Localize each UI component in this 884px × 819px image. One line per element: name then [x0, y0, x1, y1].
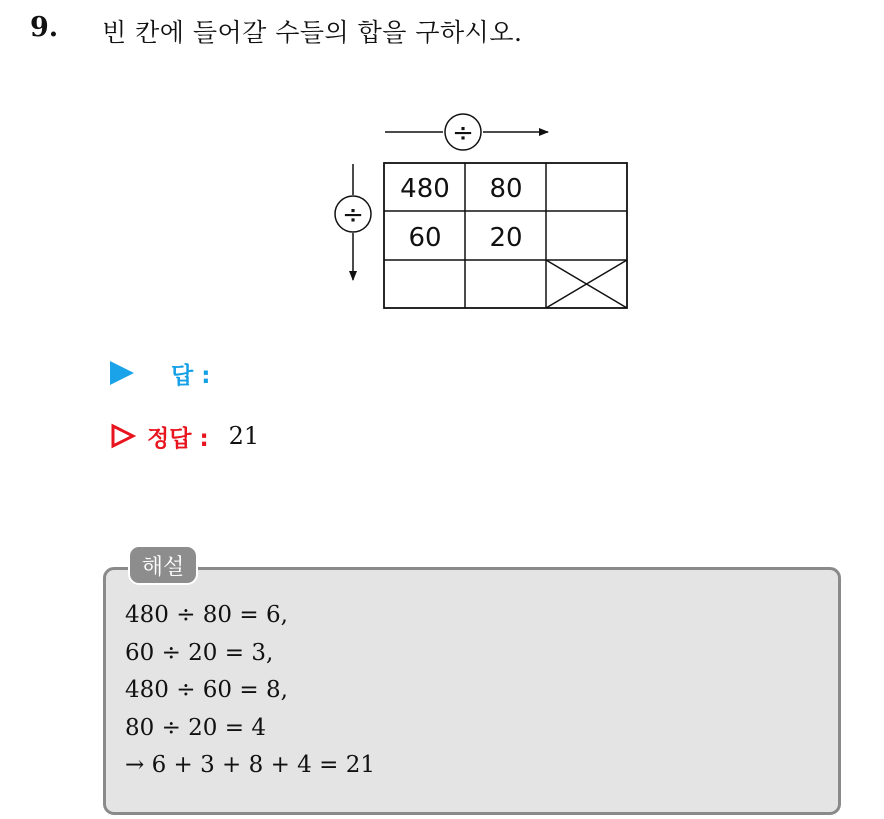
explanation-line: 480 ÷ 80 = 6, [125, 602, 288, 628]
vertical-arrow [335, 164, 371, 280]
horizontal-arrow [385, 114, 548, 150]
vertical-divide-operator: ÷ [342, 200, 364, 230]
grid-cell-r2c1: 60 [408, 223, 442, 253]
explanation-line: → 6 + 3 + 8 + 4 = 21 [125, 752, 375, 778]
play-triangle-icon [110, 361, 134, 385]
outline-triangle-icon [110, 423, 136, 449]
question-number: 9. [30, 12, 59, 43]
explanation-line: 60 ÷ 20 = 3, [125, 639, 274, 666]
correct-answer-value: 21 [228, 422, 260, 450]
grid-cell-r1c1: 480 [400, 174, 450, 204]
answer-row [110, 356, 210, 390]
question-text: 빈 칸에 들어갈 수들의 합을 구하시오. [102, 18, 523, 47]
explanation-lines [125, 597, 375, 785]
number-grid [384, 163, 627, 308]
correct-answer-label: 정답 : [147, 425, 209, 452]
grid-cell-r1c2: 80 [489, 174, 523, 204]
explanation-line: 80 ÷ 20 = 4 [125, 714, 266, 741]
answer-label: 답 : [171, 362, 211, 389]
explanation-line: 480 ÷ 60 = 8, [125, 677, 288, 703]
correct-answer-row [110, 419, 259, 453]
division-table-diagram [330, 112, 640, 317]
horizontal-divide-operator: ÷ [452, 118, 474, 148]
explanation-tag: 해설 [128, 545, 198, 585]
grid-cell-r2c2: 20 [489, 223, 523, 253]
